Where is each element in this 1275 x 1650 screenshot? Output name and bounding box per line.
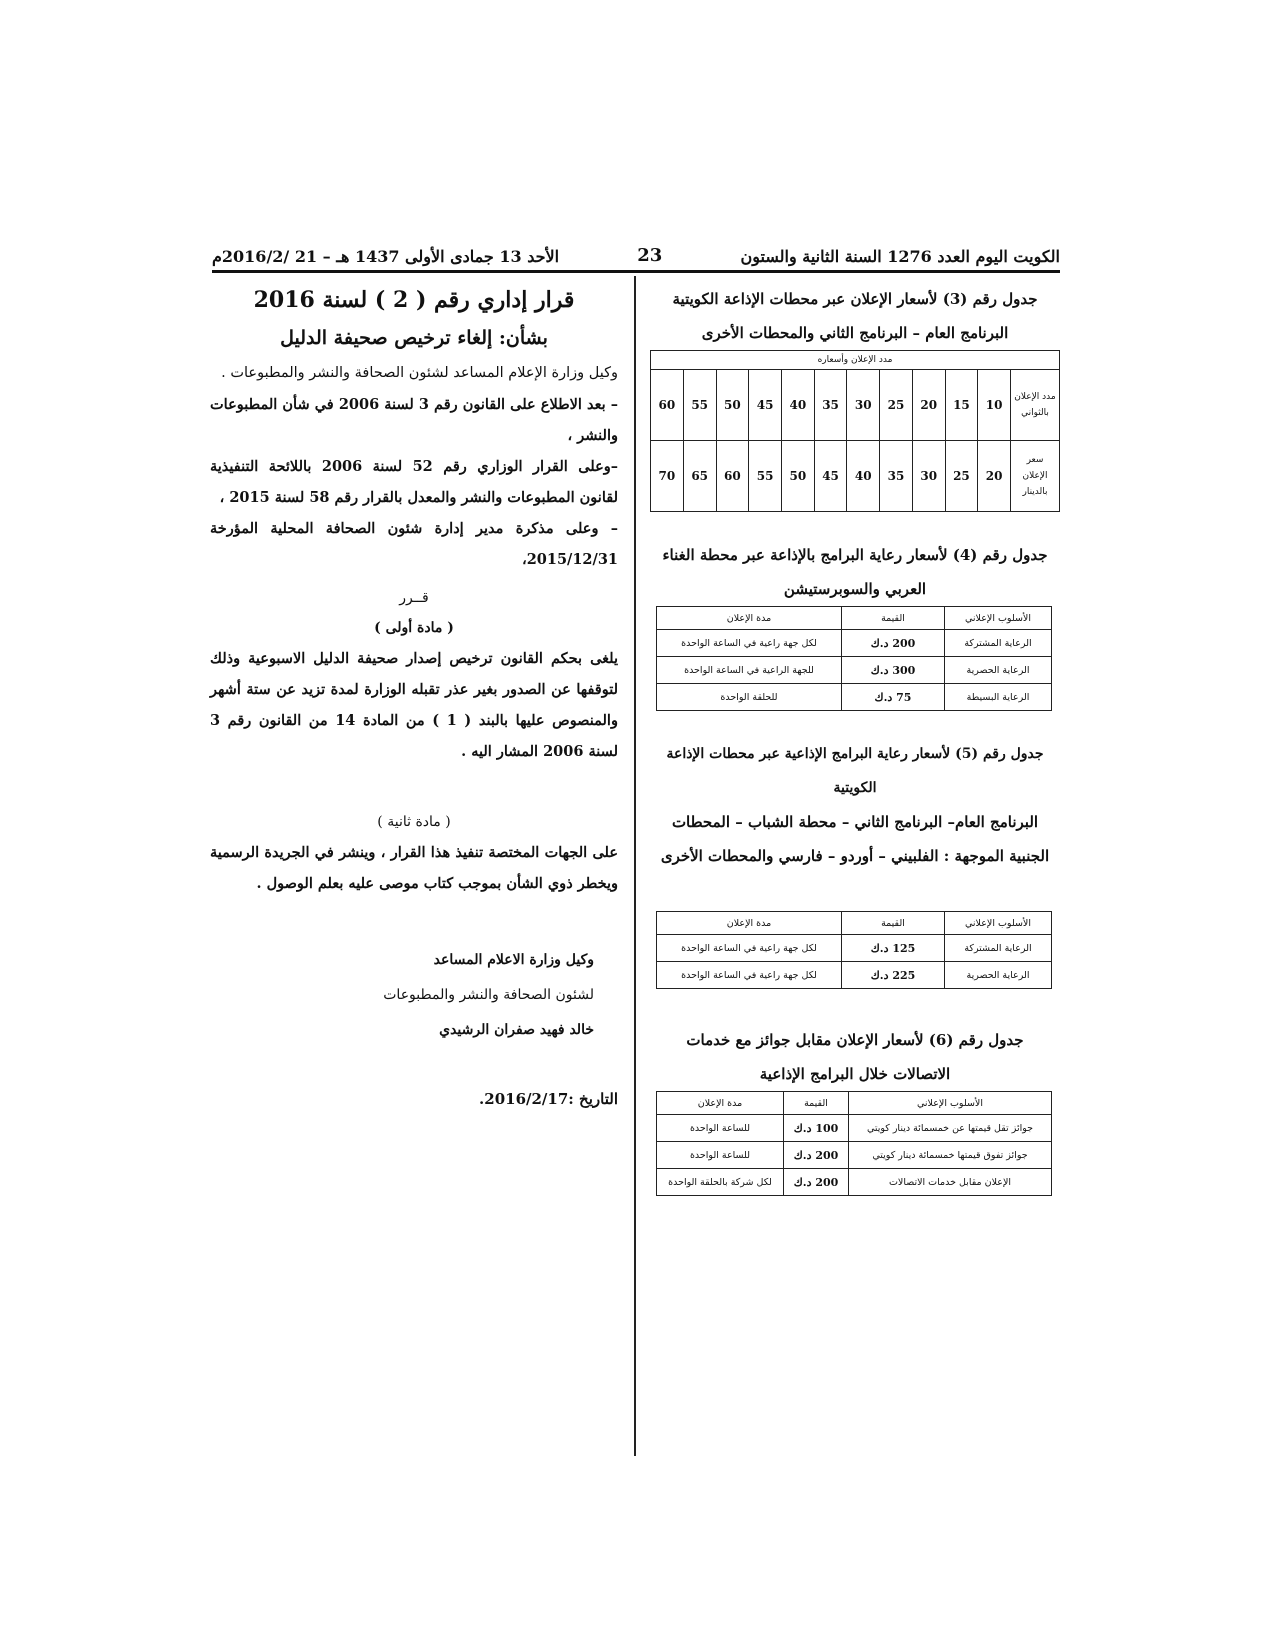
page-header xyxy=(212,236,1060,273)
table5-header-style: الأسلوب الإعلاني xyxy=(945,912,1052,935)
table-cell: 45 xyxy=(749,370,782,441)
table-cell: للساعة الواحدة xyxy=(657,1115,784,1142)
table-row xyxy=(651,441,1060,512)
table-cell: لكل شركة بالحلقة الواحدة xyxy=(657,1169,784,1196)
table-row xyxy=(657,657,1052,684)
table-cell: 300 د.ك xyxy=(842,657,945,684)
article2-heading: ( مادة ثانية ) xyxy=(377,814,451,830)
table-cell: للجهة الراعية في الساعة الواحدة xyxy=(657,657,842,684)
table-row xyxy=(657,1115,1052,1142)
table-cell: 30 xyxy=(912,441,945,512)
table-row xyxy=(657,935,1052,962)
table-row xyxy=(657,1169,1052,1196)
table-cell: جوائز تقل قيمتها عن خمسمائة دينار كويتي xyxy=(849,1115,1052,1142)
table4-header-style: الأسلوب الإعلاني xyxy=(945,607,1052,630)
table4-title: جدول رقم (4) لأسعار رعاية البرامج بالإذاعة عبر محطة الغناء xyxy=(662,546,1048,564)
table3-span-header: مدد الإعلان وأسعاره xyxy=(651,351,1060,370)
decision-title: قرار إداري رقم ( 2 ) لسنة 2016 xyxy=(253,287,575,313)
table3-row2-label: سعر الإعلان بالدينار xyxy=(1011,441,1060,512)
table3-row1-label: مدد الإعلان بالثواني xyxy=(1011,370,1060,441)
table-row xyxy=(657,630,1052,657)
decision-recital-2: –وعلى القرار الوزاري رقم 52 لسنة 2006 باللائحة التنفيذية لقانون المطبوعات والنشر والمعدل بالقرار رقم 58 لسنة 2015 ، xyxy=(210,458,618,506)
table-cell: لكل جهة راعية في الساعة الواحدة xyxy=(657,935,842,962)
table4-header-duration: مدة الإعلان xyxy=(657,607,842,630)
article1-text: يلغى بحكم القانون ترخيص إصدار صحيفة الدليل الاسبوعية وذلك لتوقفها عن الصدور بغير عذر تقبله الوزارة لمدة تزيد عن ستة أشهر والمنصوص عليها بالبند ( 1 ) من المادة 14 من القانون رقم 3 لسنة 2006 المشار اليه . xyxy=(210,650,618,760)
right-column xyxy=(650,282,1060,1196)
signatory-title: وكيل وزارة الاعلام المساعد xyxy=(433,952,594,968)
table5-subtitle2: الجنبية الموجهة : الفلبيني – أوردو – فارسي والمحطات الأخرى xyxy=(660,847,1050,865)
table-cell: الرعاية الحصرية xyxy=(945,962,1052,989)
table-cell: 45 xyxy=(814,441,847,512)
table-cell: لكل جهة راعية في الساعة الواحدة xyxy=(657,630,842,657)
table-cell: 35 xyxy=(880,441,913,512)
table-cell: 100 د.ك xyxy=(784,1115,849,1142)
table-cell: 125 د.ك xyxy=(842,935,945,962)
table-cell: 10 xyxy=(978,370,1011,441)
table4 xyxy=(656,606,1052,711)
table-cell: 40 xyxy=(781,370,814,441)
table-cell: 25 xyxy=(880,370,913,441)
table-cell: الإعلان مقابل خدمات الاتصالات xyxy=(849,1169,1052,1196)
table-cell: الرعاية المشتركة xyxy=(945,935,1052,962)
table-row xyxy=(657,1142,1052,1169)
table-cell: 40 xyxy=(847,441,880,512)
table5-header-duration: مدة الإعلان xyxy=(657,912,842,935)
table-cell: 25 xyxy=(945,441,978,512)
table3-subtitle: البرنامج العام – البرنامج الثاني والمحطات الأخرى xyxy=(701,324,1009,342)
table-cell: 200 د.ك xyxy=(784,1169,849,1196)
table3-title: جدول رقم (3) لأسعار الإعلان عبر محطات الإذاعة الكويتية xyxy=(672,290,1038,308)
page-number: 23 xyxy=(637,245,663,266)
table-cell: 30 xyxy=(847,370,880,441)
table-cell: 35 xyxy=(814,370,847,441)
table-cell: 65 xyxy=(683,441,716,512)
table-cell: الرعاية المشتركة xyxy=(945,630,1052,657)
table-cell: لكل جهة راعية في الساعة الواحدة xyxy=(657,962,842,989)
table-cell: 75 د.ك xyxy=(842,684,945,711)
table-cell: 50 xyxy=(781,441,814,512)
article1-heading: ( مادة أولى ) xyxy=(374,620,454,636)
decision-recital-1: – بعد الاطلاع على القانون رقم 3 لسنة 2006 في شأن المطبوعات والنشر ، xyxy=(210,396,619,444)
table-cell: 200 د.ك xyxy=(842,630,945,657)
table-row xyxy=(657,684,1052,711)
table3 xyxy=(650,350,1060,512)
table5-subtitle: البرنامج العام– البرنامج الثاني – محطة الشباب – المحطات xyxy=(671,813,1039,831)
table-cell: 60 xyxy=(716,441,749,512)
table6-header-duration: مدة الإعلان xyxy=(657,1092,784,1115)
table6-header-value: القيمة xyxy=(784,1092,849,1115)
table-cell: للحلقة الواحدة xyxy=(657,684,842,711)
table-cell: 50 xyxy=(716,370,749,441)
table-cell: الرعاية البسيطة xyxy=(945,684,1052,711)
table-cell: 55 xyxy=(749,441,782,512)
table6-header-style: الأسلوب الإعلاني xyxy=(849,1092,1052,1115)
table-row xyxy=(657,962,1052,989)
table5-header-value: القيمة xyxy=(842,912,945,935)
table-cell: 20 xyxy=(978,441,1011,512)
decision-date: التاريخ :2016/2/17. xyxy=(479,1090,618,1108)
table-row xyxy=(651,370,1060,441)
article2-text: على الجهات المختصة تنفيذ هذا القرار ، وينشر في الجريدة الرسمية ويخطر ذوي الشأن بموجب كتاب موصى عليه بعلم الوصول . xyxy=(210,844,618,892)
table-cell: 225 د.ك xyxy=(842,962,945,989)
table5 xyxy=(656,911,1052,989)
table-cell: جوائز تفوق قيمتها خمسمائة دينار كويتي xyxy=(849,1142,1052,1169)
decision-preamble: وكيل وزارة الإعلام المساعد لشئون الصحافة والنشر والمطبوعات . xyxy=(221,365,618,381)
table-cell: الرعاية الحصرية xyxy=(945,657,1052,684)
table-cell: 55 xyxy=(683,370,716,441)
table6-title: جدول رقم (6) لأسعار الإعلان مقابل جوائز مع خدمات xyxy=(686,1031,1024,1049)
header-date: الأحد 13 جمادى الأولى 1437 هـ – 21 /2016/2م xyxy=(212,247,560,266)
table6 xyxy=(656,1091,1052,1196)
decision-subject: بشأن: إلغاء ترخيص صحيفة الدليل xyxy=(280,327,548,349)
decided-heading: قــرر xyxy=(399,590,429,606)
table6-subtitle: الاتصالات خلال البرامج الإذاعية xyxy=(759,1065,951,1083)
table5-title: جدول رقم (5) لأسعار رعاية البرامج الإذاعية عبر محطات الإذاعة الكويتية xyxy=(666,746,1044,796)
table-cell: 60 xyxy=(651,370,684,441)
signatory-name: خالد فهيد صفران الرشيدي xyxy=(439,1022,594,1038)
table4-header-value: القيمة xyxy=(842,607,945,630)
decision-recital-3: – وعلى مذكرة مدير إدارة شئون الصحافة المحلية المؤرخة 2015/12/31، xyxy=(210,520,618,568)
table-cell: 20 xyxy=(912,370,945,441)
table-cell: 15 xyxy=(945,370,978,441)
left-column xyxy=(210,282,618,1114)
header-issue: الكويت اليوم العدد 1276 السنة الثانية والستون xyxy=(740,247,1060,266)
column-divider xyxy=(634,276,636,1456)
table-cell: 200 د.ك xyxy=(784,1142,849,1169)
table-cell: للساعة الواحدة xyxy=(657,1142,784,1169)
table-cell: 70 xyxy=(651,441,684,512)
signatory-department: لشئون الصحافة والنشر والمطبوعات xyxy=(383,987,594,1003)
table4-subtitle: العربي والسوبرستيشن xyxy=(783,580,927,598)
